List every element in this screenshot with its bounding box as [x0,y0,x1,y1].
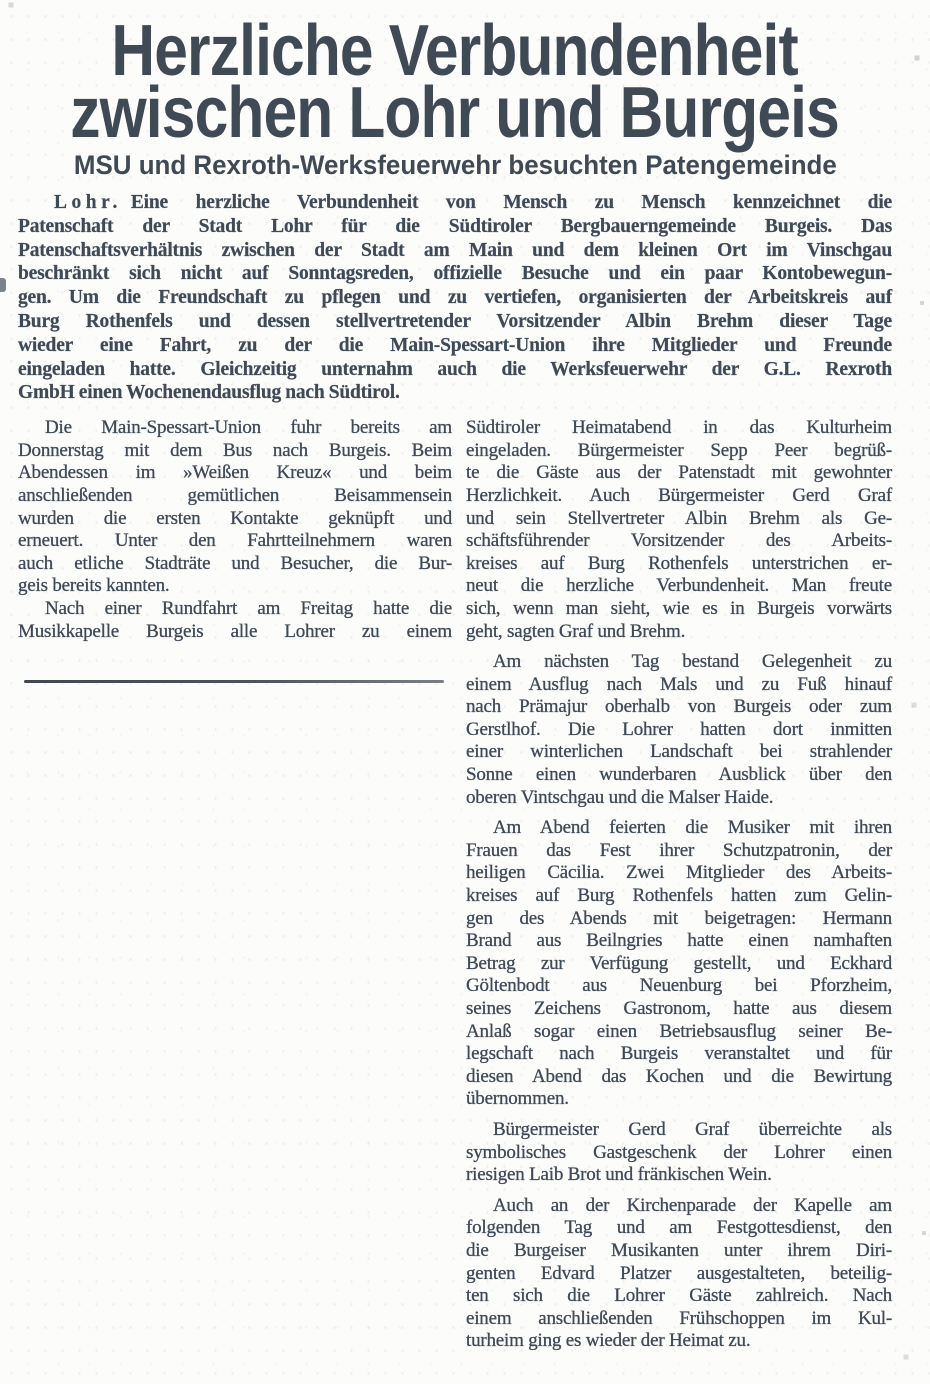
headline [18,11,892,153]
text-line: seines Zeichens Gastronom, hatte aus diesem [466,998,892,1020]
right-column-lines [466,417,892,1353]
lead-paragraph [18,191,892,405]
lead-line-text: beschränkt sich nicht auf Sonntagsreden, offizielle Besuche und ein paar Kontobewegun- [18,263,892,285]
column-right [466,417,892,1353]
lead-text-line [18,310,892,334]
lead-line-text: Burg Rothenfels und dessen stellvertretender Vorsitzender Albin Brehm dieser Tage [18,310,892,332]
text-line: eingeladen. Bürgermeister Sepp Peer begrüß- [466,439,892,461]
subheadline [18,148,892,182]
lead-text-line [18,239,892,263]
text-line: te die Gäste aus der Patenstadt mit gewohnter [466,462,892,484]
text-line: einem anschließenden Frühschoppen im Kul- [466,1307,892,1329]
text-line: folgenden Tag und am Festgottesdienst, den [466,1217,892,1239]
text-line: diesen Abend das Kochen und die Bewirtung [466,1065,892,1087]
text-line: sich, wenn man sieht, wie es in Burgeis vorwärts [466,597,892,619]
lead-line-text: Eine herzliche Verbundenheit von Mensch zu Mensch kennzeichnet die [130,192,892,213]
text-line: Donnerstag mit dem Bus nach Burgeis. Beim [18,439,452,461]
text-line: Göltenbodt aus Neuenburg bei Pforzheim, [466,975,892,997]
lead-text-line [18,358,892,382]
text-line: Auch an der Kirchenparade der Kapelle am [493,1194,892,1216]
dateline: Lohr. [54,192,122,213]
lead-line-text: gen. Um die Freundschaft zu pflegen und zu vertiefen, organisierten der Arbeitskreis auf [18,287,892,309]
text-line: Die Main-Spessart-Union fuhr bereits am [45,417,452,439]
text-line: anschließenden gemütlichen Beisammensein [18,484,452,506]
text-line: Frauen das Fest ihrer Schutzpatronin, der [466,839,892,861]
column-left [18,417,452,1353]
text-line: Sonne einen wunderbaren Ausblick über den [466,764,892,786]
text-line: Herzlichkeit. Auch Bürgermeister Gerd Graf [466,484,892,506]
lead-line-text: wieder eine Fahrt, zu der die Main-Spessart-Union ihre Mitglieder und Freunde [18,334,892,356]
article-columns [18,417,892,1353]
text-line: Brand aus Beilngries hatte einen namhaften [466,930,892,952]
lead-line-text: eingeladen hatte. Gleichzeitig unternahm auch die Werksfeuerwehr der G.L. Rexroth [18,358,892,380]
lead-text-line [18,381,892,405]
text-line: kreises auf Burg Rothenfels unterstrichen er- [466,552,892,574]
text-line: Anlaß sogar einen Betriebsausflug seiner Be- [466,1020,892,1042]
text-line: kreises auf Burg Rothenfels hatten zum Gelin- [466,885,892,907]
text-line: nach Prämajur oberhalb von Burgeis oder zum [466,696,892,718]
photo-crop-divider-rule [24,680,444,683]
lead-line-text: Patenschaft der Stadt Lohr für die Südtiroler Bergbauerngemeinde Burgeis. Das [18,215,892,237]
text-line: auch etliche Stadträte und Besucher, die Bur- [18,552,452,574]
text-line: genten Edvard Platzer ausgestalteten, beteilig- [466,1262,892,1284]
text-line: symbolisches Gastgeschenk der Lohrer einen [466,1141,892,1163]
text-line: Am Abend feierten die Musiker mit ihren [493,817,892,839]
lead-text-line [18,334,892,358]
text-line: heiligen Cäcilia. Zwei Mitglieder des Arbeits- [466,862,892,884]
text-line: einem Ausflug nach Mals und zu Fuß hinauf [466,673,892,695]
text-line: turheim ging es wieder der Heimat zu. [466,1330,751,1352]
text-line: wurden die ersten Kontakte geknüpft und [18,507,452,529]
text-line: Musikkapelle Burgeis alle Lohrer zu einem [18,620,452,642]
text-line: Nach einer Rundfahrt am Freitag hatte die [45,597,452,619]
text-line: einer winterlichen Landschaft bei strahlender [466,741,892,763]
lead-text-line [18,262,892,286]
lead-line-text: Patenschaftsverhältnis zwischen der Stadt am Main und dem kleinen Ort im Vinschgau [18,239,892,261]
lead-text-line [18,286,892,310]
text-line: Bürgermeister Gerd Graf überreichte als [493,1118,892,1140]
left-column-lines [18,417,452,643]
text-line: legschaft nach Burgeis veranstaltet und für [466,1043,892,1065]
text-line: gen des Abends mit beigetragen: Hermann [466,907,892,929]
headline-line-1-text: Herzliche Verbundenheit [111,11,799,91]
text-line: ten sich die Lohrer Gäste zahlreich. Nach [466,1285,892,1307]
scan-artifact-specks [0,0,2,2]
lead-text-line [18,215,892,239]
scan-artifact-edge-mark [0,278,6,292]
text-line: Am nächsten Tag bestand Gelegenheit zu [493,651,892,673]
text-line: oberen Vintschgau und die Malser Haide. [466,786,774,808]
subheadline-text: MSU und Rexroth-Werksfeuerwehr besuchten Patengemeinde [73,150,837,180]
text-line: Gerstlhof. Die Lohrer hatten dort inmitten [466,718,892,740]
text-line: schäftsführender Vorsitzender des Arbeits- [466,530,892,552]
text-line: Betrag zur Verfügung gestellt, und Eckhard [466,952,892,974]
text-line: übernommen. [466,1088,569,1110]
lead-text-line [18,191,892,215]
lead-line-text: GmbH einen Wochenendausflug nach Südtirol. [18,382,400,404]
text-line: geht, sagten Graf und Brehm. [466,620,686,642]
text-line: Abendessen im »Weißen Kreuz« und beim [18,462,452,484]
text-line: erneuert. Unter den Fahrtteilnehmern waren [18,530,452,552]
text-line: neut die herzliche Verbundenheit. Man freute [466,575,892,597]
text-line: die Burgeiser Musikanten unter ihrem Diri- [466,1239,892,1261]
text-line: geis bereits kannten. [18,575,170,597]
text-line: riesigen Laib Brot und fränkischen Wein. [466,1164,772,1186]
text-line: Südtiroler Heimatabend in das Kulturheim [466,417,892,439]
headline-line-2 [18,73,892,153]
text-line: und sein Stellvertreter Albin Brehm als Ge- [466,507,892,529]
headline-line-2-text: zwischen Lohr und Burgeis [70,73,840,153]
